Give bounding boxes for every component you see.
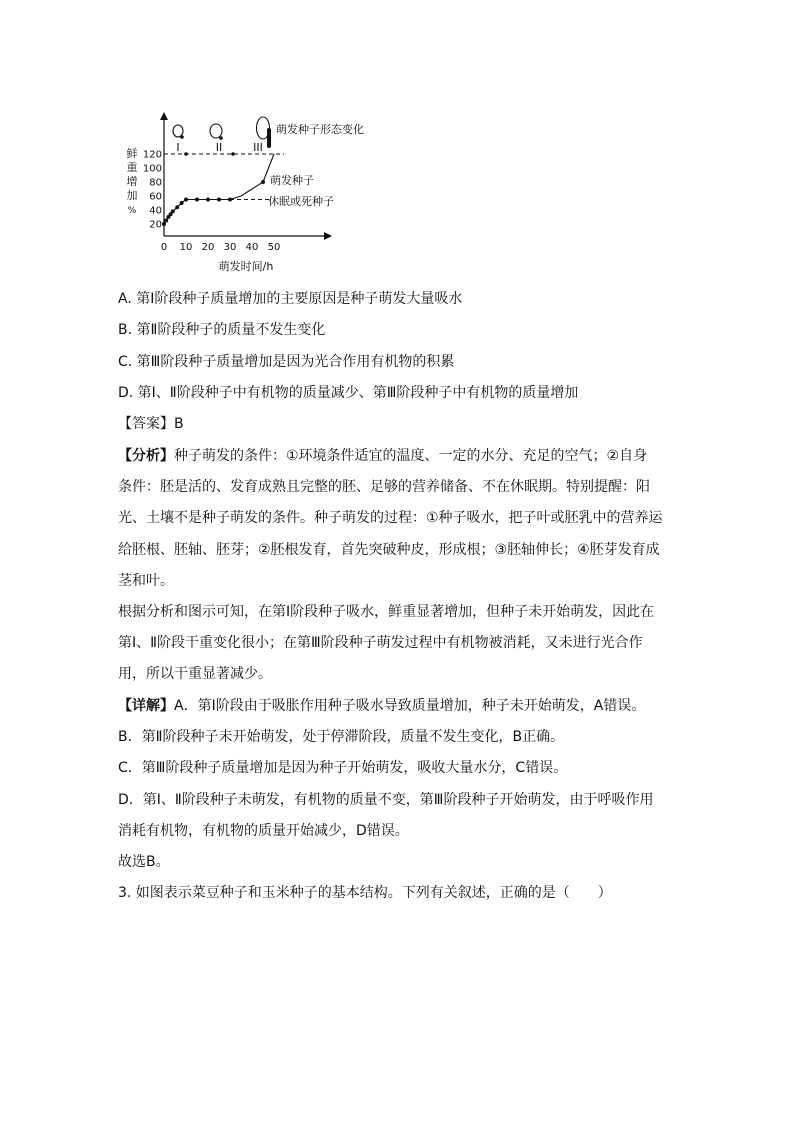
x-axis-arrow	[324, 232, 332, 240]
ylabel-char: %	[127, 206, 137, 216]
analysis-tag: 【分析】	[118, 448, 174, 464]
y-axis-arrow	[160, 112, 168, 120]
option-b: B. 第Ⅱ阶段种子的质量不发生变化	[118, 322, 326, 338]
detail-line-6: 故选B。	[118, 854, 170, 870]
analysis-line-8: 用，所以干重显著减少。	[118, 666, 272, 682]
y-tick-label: 120	[142, 149, 162, 161]
seed-stage2-icon	[210, 124, 223, 140]
y-tick-label: 100	[142, 163, 162, 175]
x-tick-label: 30	[223, 242, 237, 253]
x-tick-label: 0	[160, 242, 168, 253]
detail-tag: 【详解】	[118, 698, 174, 714]
detail-line-4: D．第Ⅰ、Ⅱ阶段种子未萌发，有机物的质量不变，第Ⅲ阶段种子开始萌发，由于呼吸作用	[118, 792, 654, 808]
annotation-dormant: 休眠或死种子	[268, 195, 334, 208]
series-line-germinating	[164, 154, 274, 224]
analysis-line-5: 茎和叶。	[118, 573, 174, 589]
stage-label-1: I	[176, 141, 180, 154]
x-tick-label: 20	[201, 242, 215, 253]
x-tick-label: 40	[245, 242, 259, 253]
analysis-line-4: 给胚根、胚轴、胚芽；②胚根发育，首先突破种皮，形成根；③胚轴伸长；④胚芽发育成	[118, 542, 660, 558]
detail-line-1	[118, 696, 645, 716]
option-d: D. 第Ⅰ、Ⅱ阶段种子中有机物的质量减少、第Ⅲ阶段种子中有机物的质量增加	[118, 385, 579, 401]
ylabel-char: 增	[126, 175, 138, 188]
option-a: A. 第Ⅰ阶段种子质量增加的主要原因是种子萌发大量吸水	[118, 291, 463, 307]
annotation-morph: 萌发种子形态变化	[276, 123, 364, 136]
stage-point	[231, 152, 235, 156]
data-point	[164, 219, 168, 223]
data-point	[180, 201, 184, 205]
data-point	[206, 198, 210, 202]
data-point	[217, 198, 221, 202]
analysis-text: 种子萌发的条件：①环境条件适宜的温度、一定的水分、充足的空气；②自身	[174, 448, 648, 464]
y-tick-label: 20	[149, 219, 162, 231]
option-c: C. 第Ⅲ阶段种子质量增加是因为光合作用有机物的积累	[118, 354, 455, 370]
detail-line-2: B．第Ⅱ阶段种子未开始萌发，处于停滞阶段，质量不发生变化，B正确。	[118, 729, 565, 745]
x-tick-label: 50	[267, 242, 281, 253]
data-point	[261, 180, 265, 184]
analysis-line-1	[118, 446, 647, 466]
detail-line-5: 消耗有机物，有机物的质量开始减少，D错误。	[118, 823, 409, 839]
data-point	[184, 198, 188, 202]
question-3: 3. 如图表示菜豆种子和玉米种子的基本结构。下列有关叙述，正确的是（ ）	[118, 885, 612, 901]
data-point	[175, 205, 179, 209]
y-tick-label: 80	[149, 177, 162, 189]
stage-label-2: II	[215, 141, 223, 154]
ylabel-char: 加	[126, 189, 138, 202]
stage-point	[184, 152, 188, 156]
ylabel-char: 鲜	[126, 147, 138, 160]
detail-text: A．第Ⅰ阶段由于吸胀作用种子吸水导致质量增加，种子未开始萌发，A错误。	[174, 698, 646, 714]
detail-line-3: C．第Ⅲ阶段种子质量增加是因为种子开始萌发，吸收大量水分，C错误。	[118, 760, 568, 776]
annotation-germinating: 萌发种子	[270, 174, 314, 187]
data-point	[228, 198, 232, 202]
analysis-line-6: 根据分析和图示可知，在第Ⅰ阶段种子吸水，鲜重显著增加，但种子未开始萌发，因此在	[118, 604, 655, 620]
seed-stage1-icon	[173, 125, 184, 139]
analysis-line-3: 光、土壤不是种子萌发的条件。种子萌发的过程：①种子吸水，把子叶或胚乳中的营养运	[118, 510, 663, 526]
answer: 【答案】B	[118, 416, 184, 432]
stage-label-3: III	[253, 141, 263, 154]
y-tick-label: 40	[149, 205, 162, 217]
y-tick-label: 60	[149, 191, 162, 203]
ylabel-char: 重	[126, 161, 138, 174]
x-tick-label: 10	[179, 242, 193, 253]
analysis-line-7: 第Ⅰ、Ⅱ阶段干重变化很小；在第Ⅲ阶段种子萌发过程中有机物被消耗，又未进行光合作	[118, 635, 643, 651]
data-point	[195, 198, 199, 202]
x-axis-label: 萌发时间/h	[218, 260, 274, 273]
seed-germination-chart	[118, 108, 418, 278]
data-point	[171, 209, 175, 213]
data-point	[162, 222, 166, 226]
analysis-line-2: 条件：胚是活的、发育成熟且完整的胚、足够的营养储备、不在休眠期。特别提醒：阳	[118, 479, 650, 495]
